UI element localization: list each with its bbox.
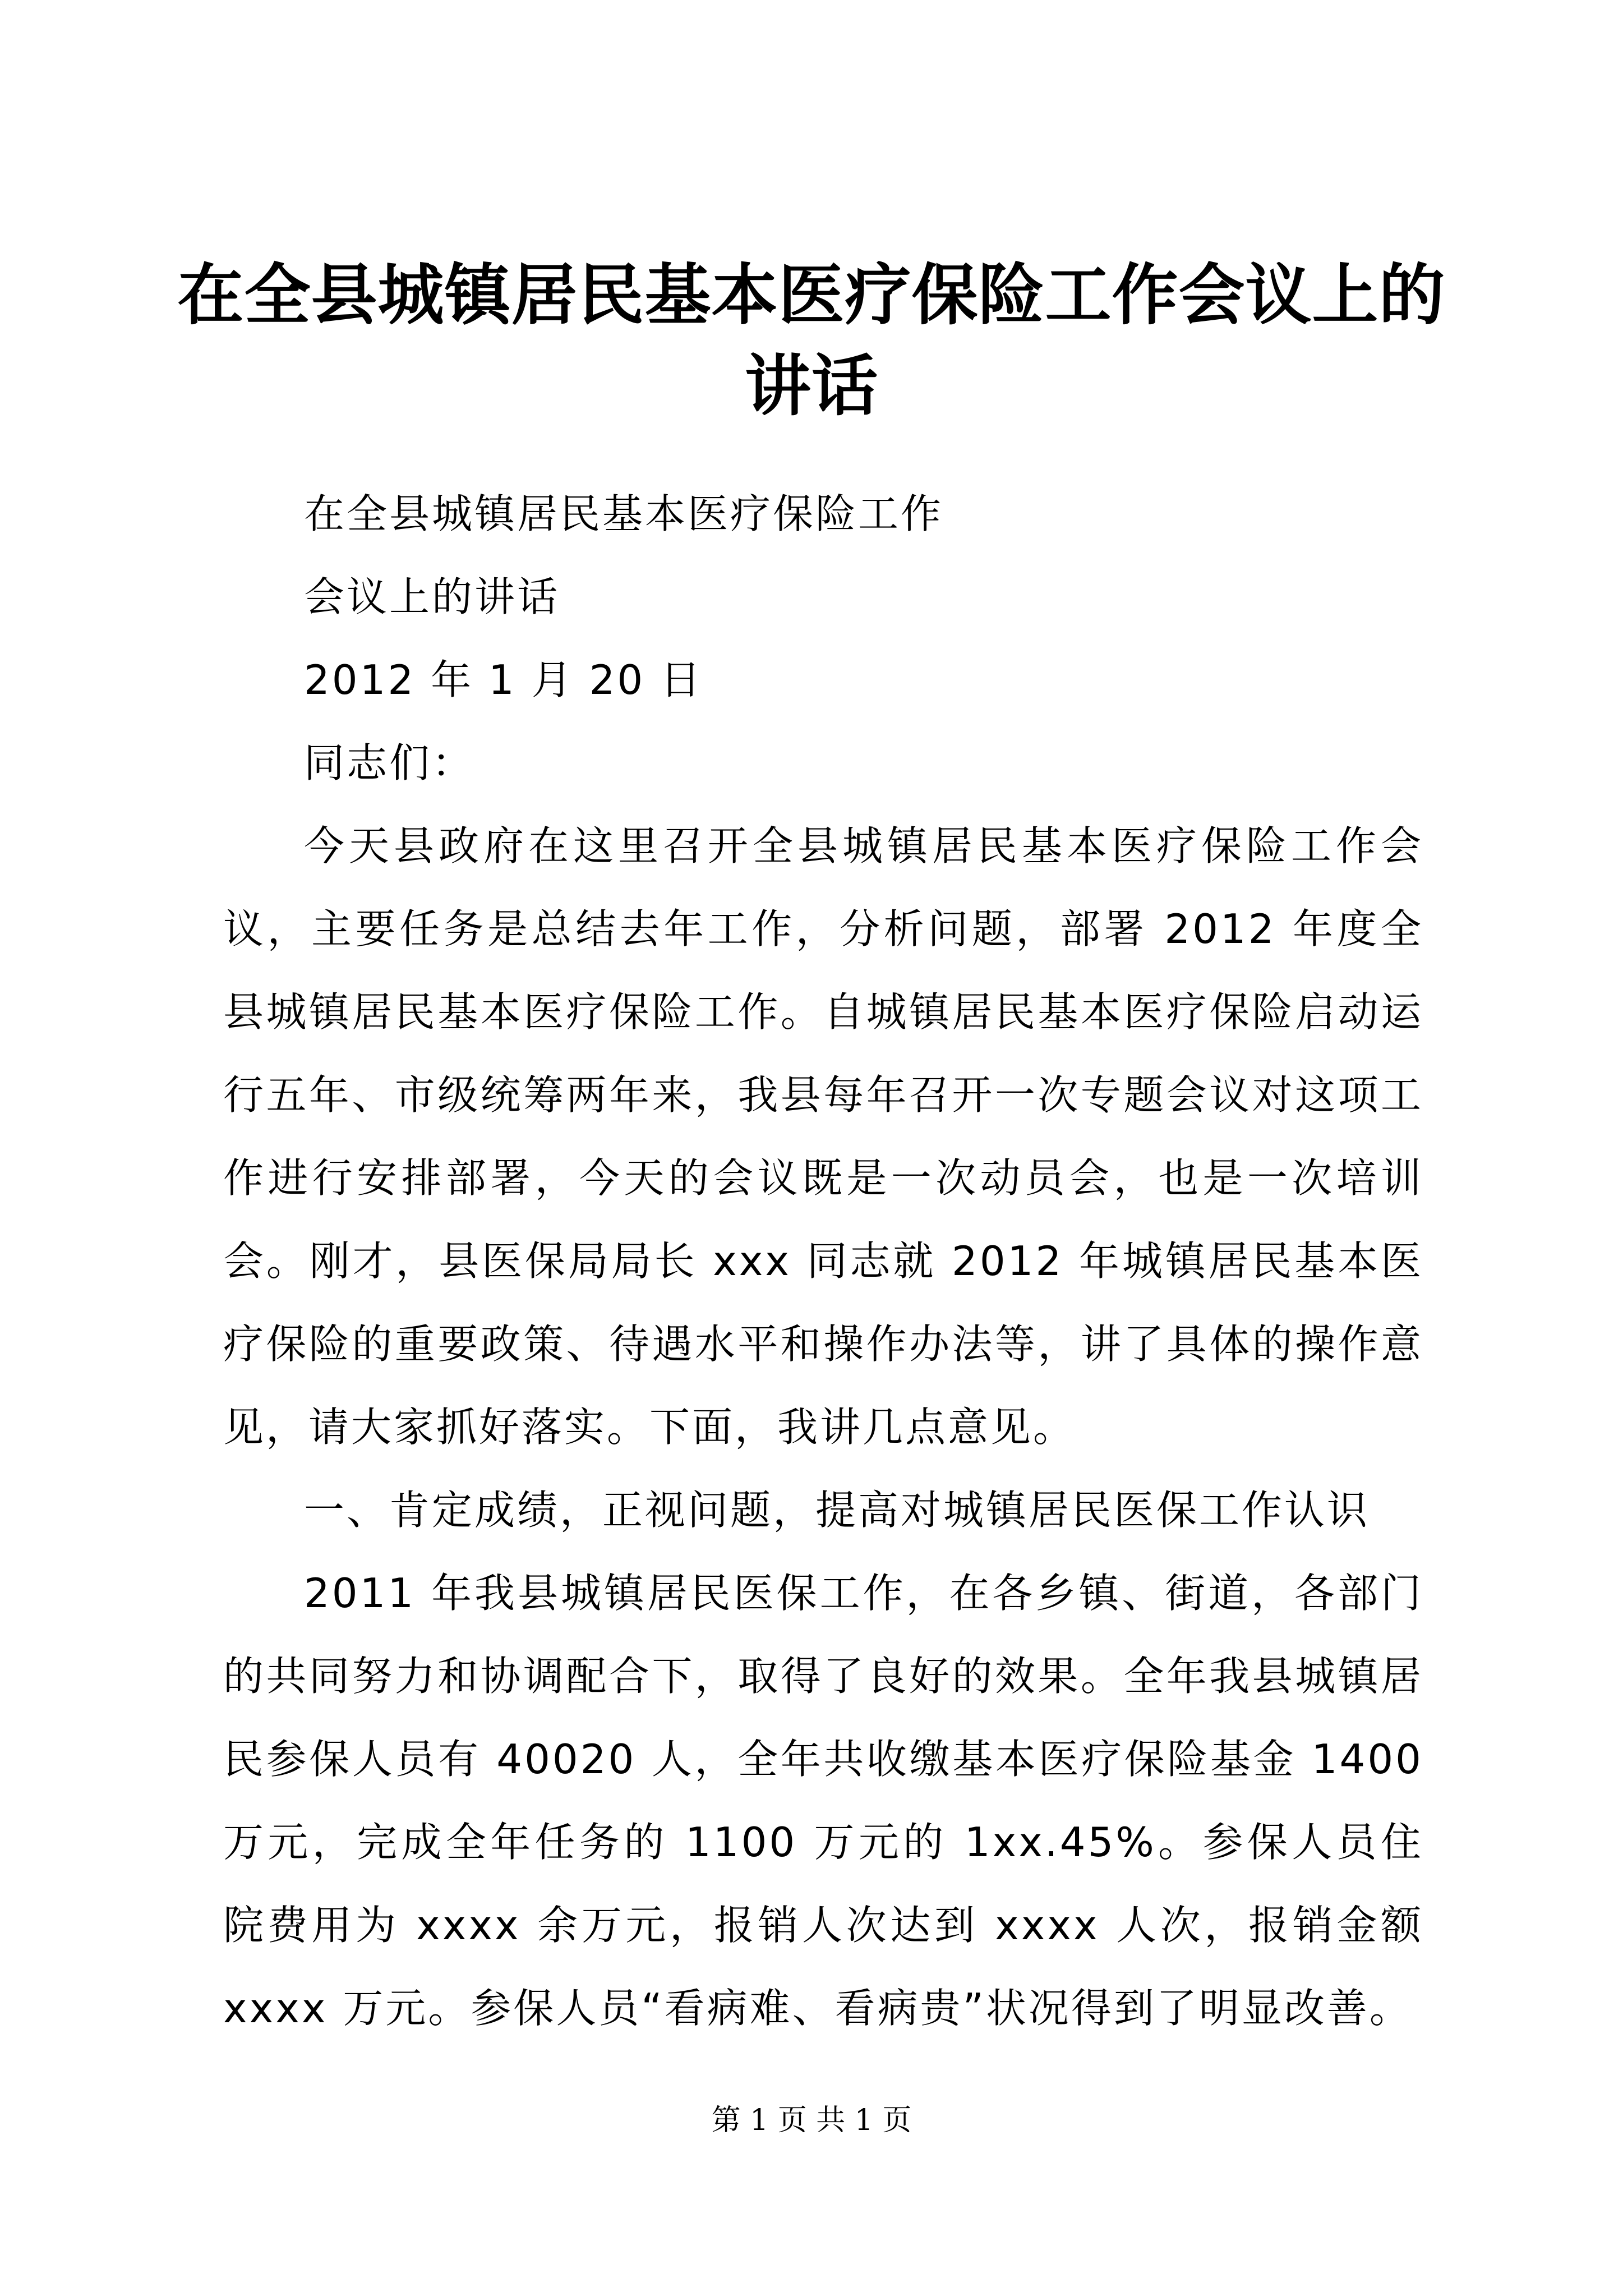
speech-date: 2012 年 1 月 20 日 <box>304 656 703 703</box>
page-footer: 第 1 页 共 1 页 <box>711 2104 912 2137</box>
paragraph-intro: 今天县政府在这里召开全县城镇居民基本医疗保险工作会议，主要任务是总结去年工作，分析问题，部署 2012 年度全县城镇居民基本医疗保险工作。自城镇居民基本医疗保险启动运行五年、市级统筹两年来，我县每年召开一次专题会议对这项工作进行安排部署，今天的会议既是一次动员会，也是一次培训会。刚才，县医保局局长 xxx 同志就 2012 年城镇居民基本医疗保险的重要政策、待遇水平和操作办法等，讲了具体的操作意见，请大家抓好落实。下面，我讲几点意见。 <box>223 822 1423 1451</box>
section-heading-1: 一、肯定成绩，正视问题，提高对城镇居民医保工作认识 <box>304 1487 1370 1534</box>
salutation: 同志们： <box>304 739 475 786</box>
document-body <box>223 472 1423 2050</box>
subtitle-line-2: 会议上的讲话 <box>304 573 560 620</box>
subtitle-line-1: 在全县城镇居民基本医疗保险工作 <box>304 490 944 537</box>
document-title: 在全县城镇居民基本医疗保险工作会议上的讲话 <box>177 256 1446 425</box>
paragraph-achievements: 2011 年我县城镇居民医保工作，在各乡镇、街道，各部门的共同努力和协调配合下，取得了良好的效果。全年我县城镇居民参保人员有 40020 人，全年共收缴基本医疗保险基金 1400 万元，完成全年任务的 1100 万元的 1xx.45%。参保人员住院费用为 xxxx 余万元，报销人次达到 xxxx 人次，报销金额 xxxx 万元。参保人员“看病难、看病贵”状况得到了明显改善。 <box>223 1570 1423 2032</box>
